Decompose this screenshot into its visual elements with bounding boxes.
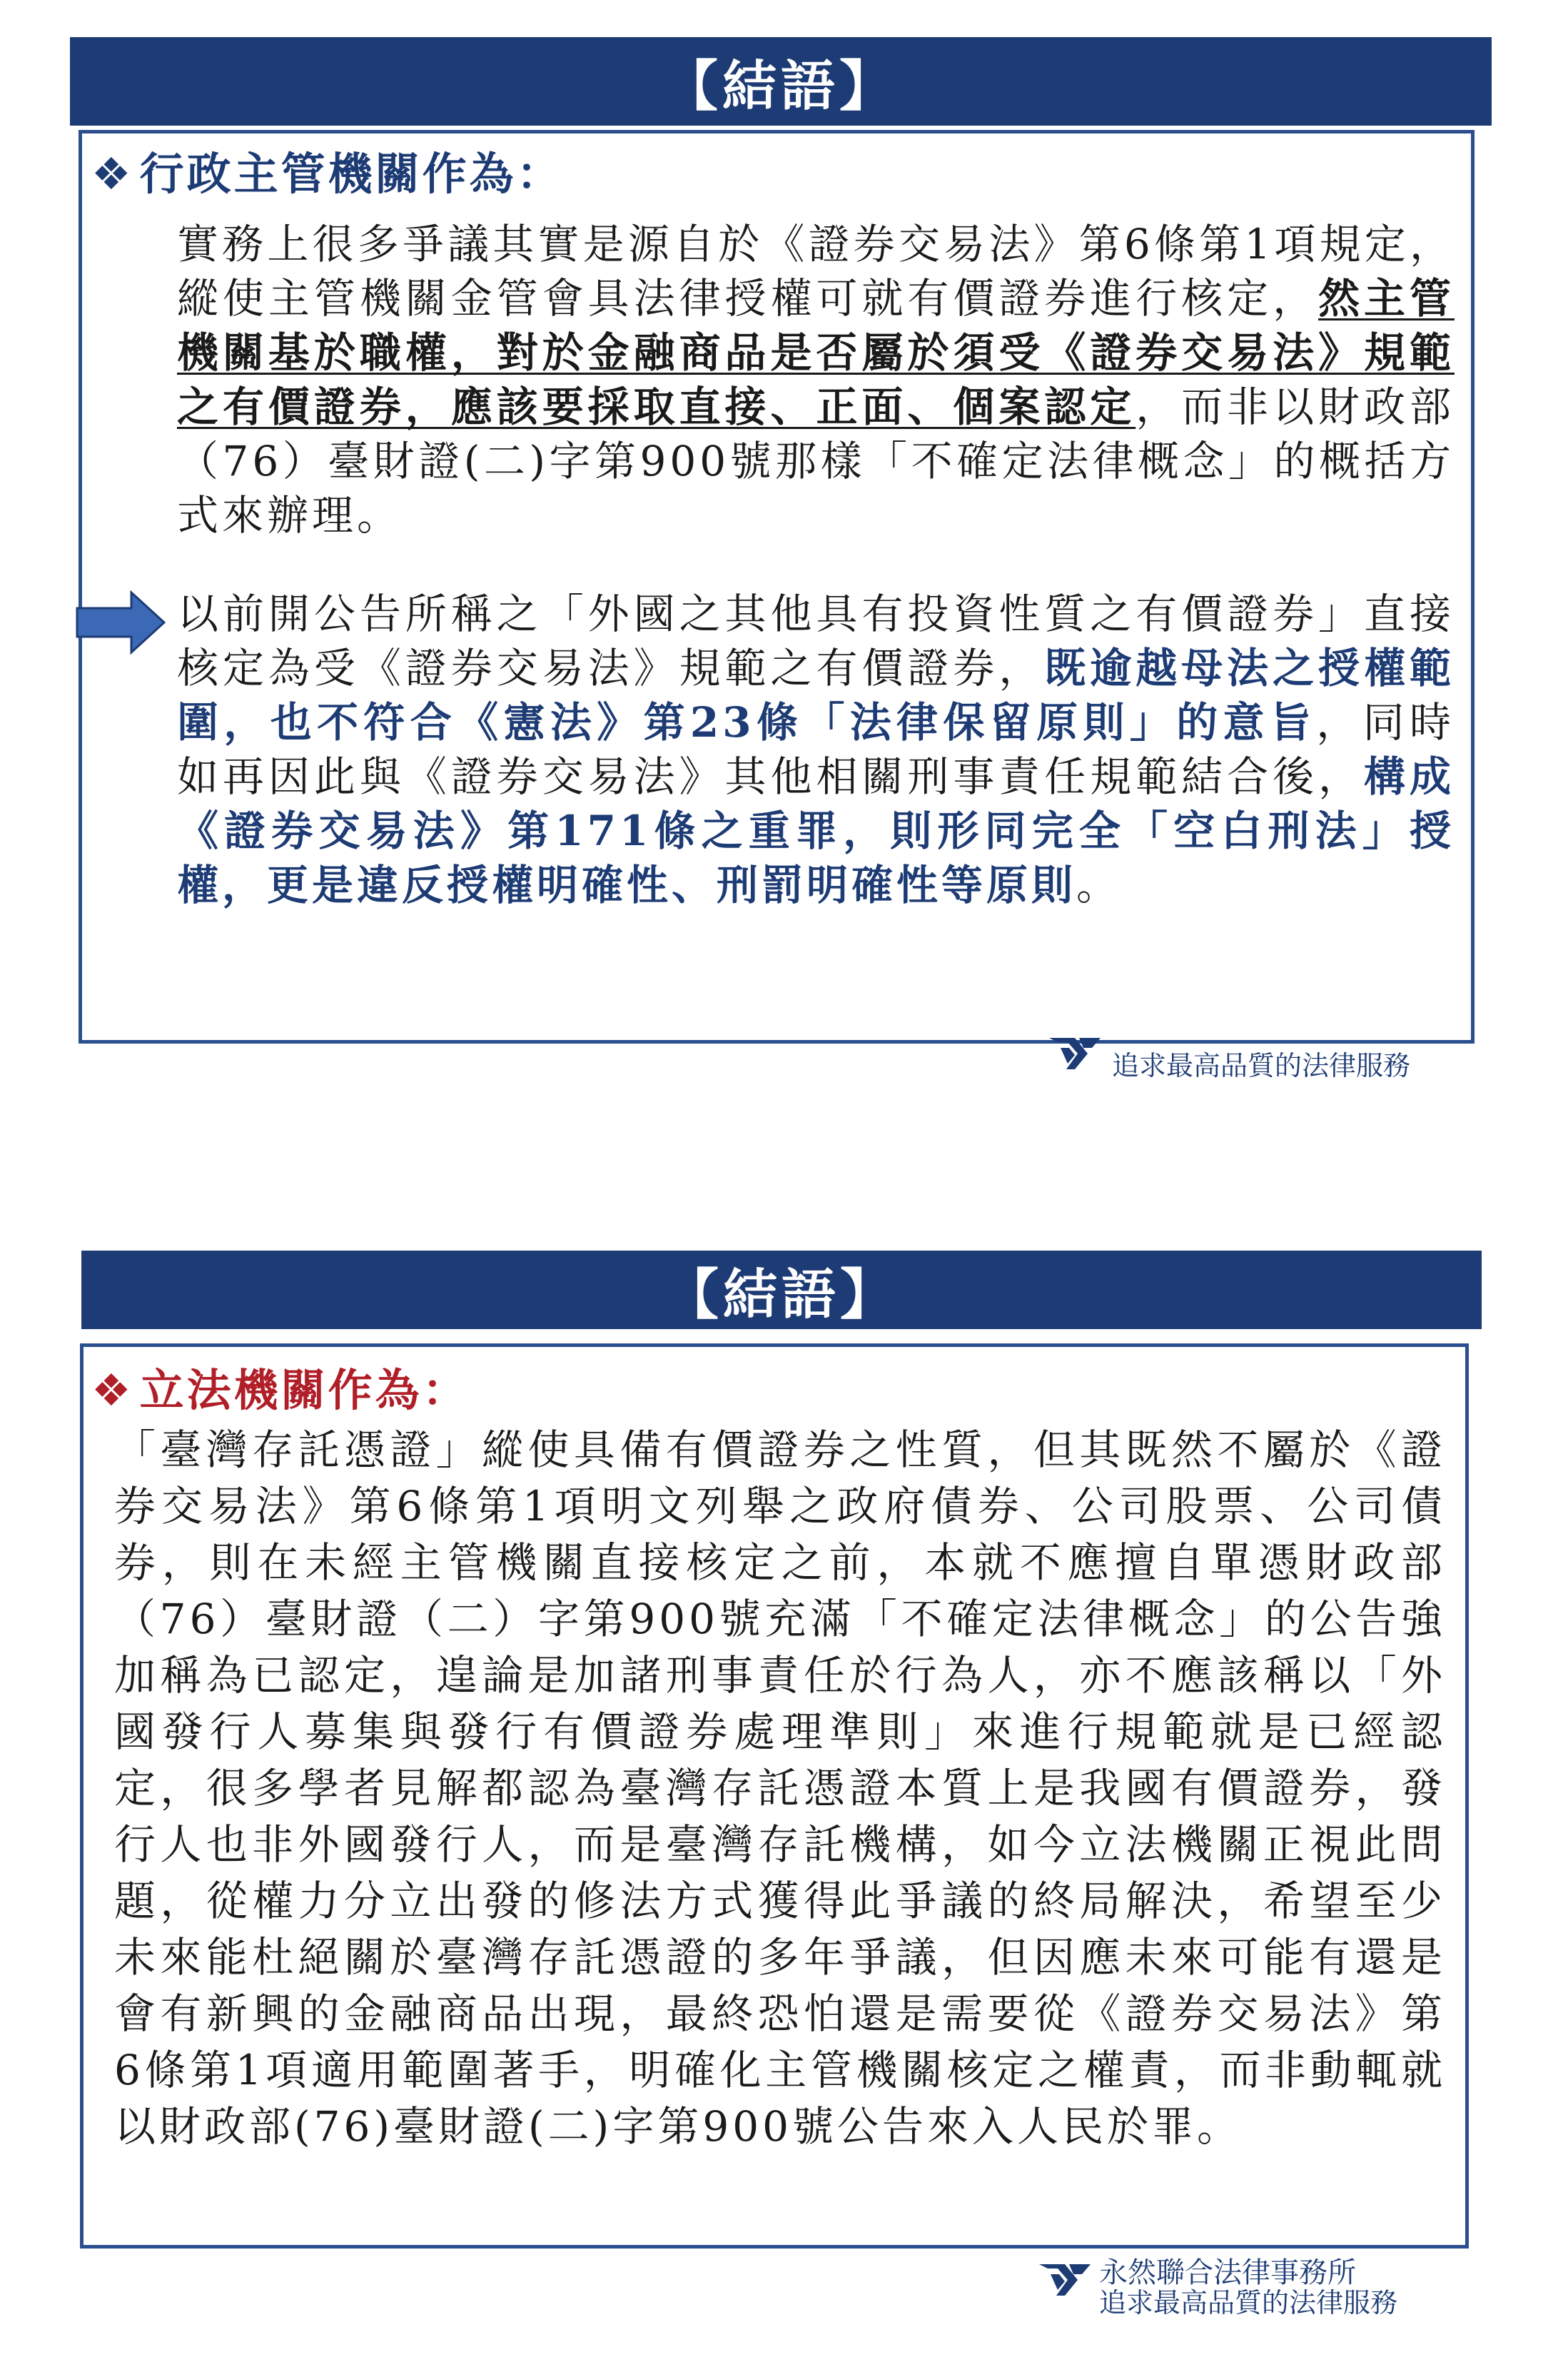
paragraph-2-emphasis-1: 既逾越母法之授權範圍，也不符合《憲法》第23條「法律保留原則」的意旨 [177,644,1455,747]
right-arrow-icon [76,590,167,655]
footer-firm-name: 永然聯合法律事務所 [1099,2256,1356,2289]
heading-text: 行政主管機關作為： [139,148,564,200]
paragraph-1 [177,217,1455,542]
firm-logo-icon [1046,1032,1103,1075]
paragraph-3: 「臺灣存託憑證」縱使具備有價證券之性質，但其既然不屬於《證券交易法》第6條第1項明文列舉之政府債券、公司股票、公司債券，則在未經主管機關直接核定之前，本就不應擅自單憑財政部（76）臺財證（二）字第900號充滿「不確定法律概念」的公告強加稱為已認定，遑論是加諸刑事責任於行為人，亦不應該稱以「外國發行人募集與發行有價證券處理準則」來進行規範就是已經認定，很多學者見解都認為臺灣存託憑證本質上是我國有價證券，發行人也非外國發行人，而是臺灣存託機構，如今立法機關正視此問題，從權力分立出發的修法方式獲得此爭議的終局解決，希望至少未來能杜絕關於臺灣存託憑證的多年爭議，但因應未來可能有還是會有新興的金融商品出現，最終恐怕還是需要從《證券交易法》第6條第1項適用範圍著手，明確化主管機關核定之權責，而非動輒就以財政部(76)臺財證(二)字第900號公告來入人民於罪。 [114,1425,1446,2151]
slide-title: 【結語】 [70,37,1492,126]
footer-slogan: 追求最高品質的法律服務 [1099,2287,1398,2318]
paragraph-1-tail: ，而非以財政部（76）臺財證(二)字第900號那樣「不確定法律概念」的概括方式來辦理。 [177,383,1455,540]
footer-slogan: 追求最高品質的法律服務 [1112,1050,1411,1081]
slide-1 [0,0,1568,1142]
firm-logo-icon [1036,2259,1093,2301]
paragraph-2-end: 。 [1076,861,1122,909]
diamond-bullet-icon: ❖ [91,148,134,200]
paragraph-1-lead: 實務上很多爭議其實是源自於《證券交易法》第6條第1項規定，縱使主管機關金管會具法律授權可就有價證券進行核定， [177,220,1455,323]
paragraph-2 [177,587,1455,912]
slide-2 [0,1242,1568,2367]
paragraph-1-underlined: 然主管機關基於職權，對於金融商品是否屬於須受《證券交易法》規範之有價證券，應該要採取直接、正面、個案認定 [177,274,1455,431]
paragraph-2-lead: 以前開公告所稱之「外國之其他具有投資性質之有價證券」直接核定為受《證券交易法》規範之有價證券， [177,590,1455,692]
section-heading [91,1355,470,1418]
paragraph-2-emphasis-2: 構成《證券交易法》第171條之重罪，則形同完全「空白刑法」授權，更是違反授權明確性、刑罰明確性等原則 [177,752,1455,909]
paragraph-2-middle: ，同時如再因此與《證券交易法》其他相關刑事責任規範結合後， [177,698,1455,801]
diamond-bullet-icon: ❖ [91,1364,134,1416]
section-heading [91,138,564,202]
slide-title: 【結語】 [81,1251,1482,1329]
heading-text: 立法機關作為： [139,1364,470,1416]
